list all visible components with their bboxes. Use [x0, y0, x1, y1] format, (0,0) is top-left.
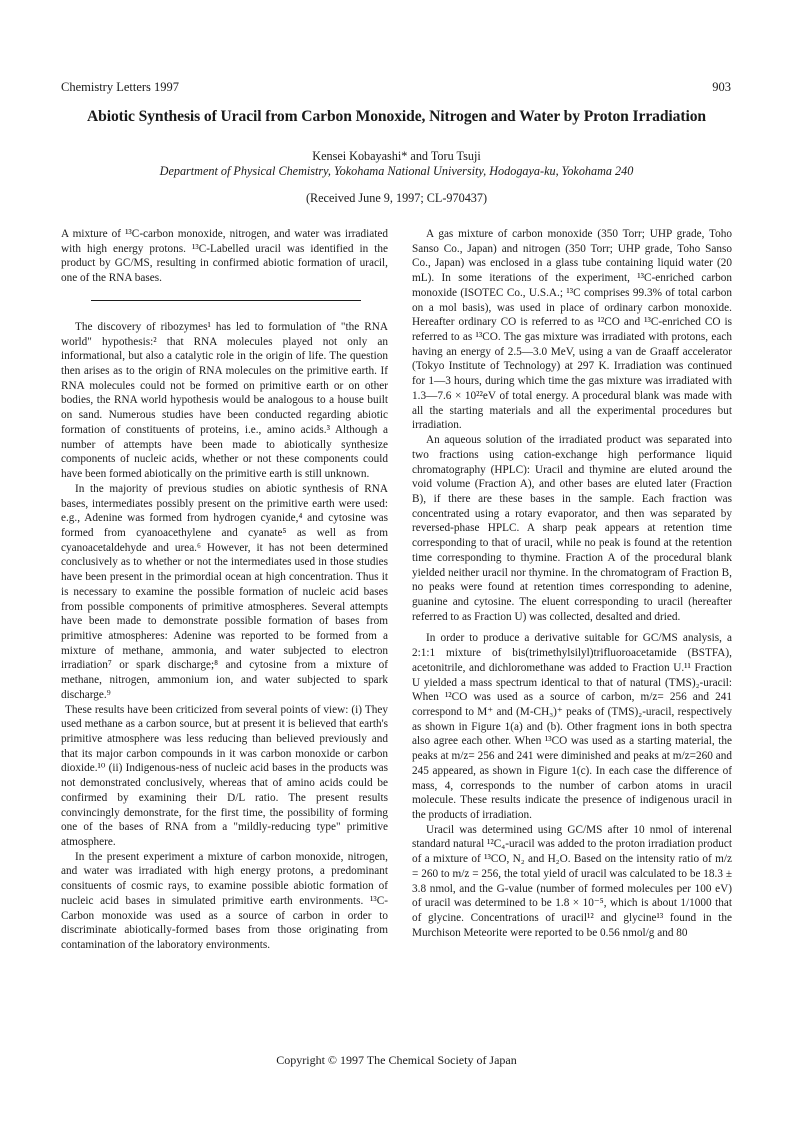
- author-list: Kensei Kobayashi* and Toru Tsuji: [312, 149, 481, 163]
- received-date: (Received June 9, 1997; CL-970437): [305, 191, 488, 205]
- copyright-footer: Copyright © 1997 The Chemical Society of Japan: [276, 1053, 517, 1067]
- journal-name: Chemistry Letters 1997: [61, 80, 180, 94]
- left-column: [61, 227, 388, 953]
- body-paragraph: In the majority of previous studies on abiotic synthesis of RNA bases, intermediates possibly present on the primitive earth were used: e.g., Adenine was formed from hydrogen cyanide,⁴ and cytosine was formed from cyanoacethylene and cyanate⁵ as well as from cyanoacetaldehyde and urea.⁶ However, it has not been determined conclusively as to whether or not the intermediates used in those studies have been present in the primordial ocean at high concentration. Thus it is necessary to examine the possible formation of nucleic acid bases from possible components of primitive atmospheres. Several attempts have been made to demonstrate possible formation of bases from primitive atmospheres: Adenine was reported to be formed from a mixture of methane, ammonia, and water subjected to electron irradiation⁷ or spark discharge;⁸ and cytosine from a mixture of methane, nitrogen, ammonium ion, and water subjected to spark discharge.⁹: [61, 482, 388, 701]
- abstract: A mixture of ¹³C-carbon monoxide, nitrogen, and water was irradiated with high energy protons. ¹³C-Labelled uracil was identified in the product by GC/MS, resulting in confirmed abiotic formation of uracil, one of the RNA bases.: [61, 228, 388, 285]
- body-paragraph: Uracil was determined using GC/MS after 10 nmol of interenal standard natural ¹²C₄-uracil was added to the proton irradiation product of a mixture of ¹³CO, N₂ and H₂O. Based on the intensity ratio of m/z = 260 to m/z = 256, the total yield of uracil was calculated to be 18.3 ± 3.8 nmol, and the G-value (number of formed molecules per 100 eV) of uracil was determined to be 1.8 × 10⁻⁵, which is about 1/1000 that of glycine. Concentrations of uracil¹² and glycine¹³ found in the Murchison Meteorite were reported to be 0.56 nmol/g and 80: [412, 823, 732, 939]
- body-paragraph: The discovery of ribozymes¹ has led to formulation of "the RNA world" hypothesis:² that RNA molecules played not only an informational, but also a catalytic role in the origin of life. The question then arises as to the origin of RNA molecules on the primitive earth. If RNA molecules could not be formed on primitive earth or on other bodies, the RNA world hypothesis would be analogous to a house built on sand. Numerous studies have been conducted regarding abiotic formation of constituents of proteins, i.e., amino acids.³ Although a number of attempts have been made to abiotically synthesize components of nucleic acids, whether or not these components could have been formed abiotically on the primitive earth is still unknown.: [61, 320, 388, 481]
- right-column: [412, 227, 732, 941]
- body-paragraph: An aqueous solution of the irradiated product was separated into two fractions using cation-exchange high performance liquid chromatography (HPLC): Uracil and thymine are eluted around the void volume (Fraction A), and other bases are eluted later (Fraction B), if there are these bases in the sample. Each fraction was concentrated using a rotary evaporator, and then was separated by reversed-phase HPLC. A sharp peak appears at retention time corresponding to that of uracil, while no peak is found at the retention time corresponding to thymine. Fraction A of the procedural blank yielded neither uracil nor thymine. In the chromatogram of Fraction B, no peaks were found at retention times corresponding to adenine, guanine and cytosine. The eluent corresponding to uracil (hereafter referred to as Fraction U) was collected, desalted and dried.: [412, 434, 732, 623]
- abstract-divider: [91, 300, 361, 301]
- affiliation: Department of Physical Chemistry, Yokohama National University, Hodogaya-ku, Yokohama 240: [159, 164, 634, 178]
- body-paragraph: In order to produce a derivative suitable for GC/MS analysis, a 2:1:1 mixture of bis(trimethylsilyl)trifluoroacetamide (BSTFA), acetonitrile, and dichloromethane was added to Fraction U.¹¹ Fraction U yielded a mass spectrum identical to that of natural (TMS)₂-uracil: When ¹²CO was used as a source of carbon, m/z= 256 and 241 correspond to M⁺ and (M-CH₃)⁺ peaks of (TMS)₂-uracil, respectively as shown in Figure 1(a) and (b). Other fragment ions in both spectra also agree each other. When ¹³CO was used as a starting material, the peaks at m/z= 256 and 241 were diminished and peaks at m/z=260 and 245 appeared, as shown in Figure 1(c). In each case the difference of mass, 4, corresponds to the number of carbon atoms in uracil molecule. These results indicate the presence of indigenous uracil in the products of irradiation.: [412, 632, 732, 822]
- body-paragraph: A gas mixture of carbon monoxide (350 Torr; UHP grade, Toho Sanso Co., Japan) and nitrogen (350 Torr; UHP grade, Toho Sanso Co., Japan) was enclosed in a glass tube containing liquid water (20 mL). In some iterations of the experiment, ¹³C-enriched carbon monoxide (ISOTEC Co., U.S.A.; ¹³C comprises 99.3% of total carbon on a mol basis), was used in place of ordinary carbon monoxide. Hereafter ordinary CO is referred to as ¹²CO and ¹³C-enriched CO is referred to as ¹³CO. The gas mixture was irradiated with protons, each having an energy of 2.5—3.0 MeV, using a van de Graaff accelerator (Tokyo Institute of Technology) at 297 K. Irradiation was continued for 1—3 hours, during which time the gas mixture was irradiated with 1.3—7.6 × 10²²eV of total energy. A procedural blank was made with all the starting materials and all the experimental procedures but irradiation.: [412, 228, 732, 432]
- body-paragraph: In the present experiment a mixture of carbon monoxide, nitrogen, and water was irradiated with high energy protons, a predominant consituents of cosmic rays, to examine possible abiotic formation of nucleic acid bases in simulated primitive earth environments. ¹³C-Carbon monoxide was used as a source of carbon in order to discriminate abiotically-formed bases from those originating from contamination of the laboratory environments.: [61, 850, 388, 952]
- body-paragraph: These results have been criticized from several points of view: (i) They used methane as a carbon source, but at present it is believed that earth's primitive atmosphere was less reducing than believed previously and that its major carbon compounds in it was carbon monoxide or carbon dioxide.¹⁰ (ii) Indigenous-ness of nucleic acid bases in the products was not demonstrated conclusively, whereas that of amino acids could be confirmed by examining their D/L ratio. The present results convincingly demonstrate, for the first time, the possibility of forming one of the bases of RNA from a "mildly-reducing type" primitive atmosphere.: [61, 703, 388, 849]
- article-title: Abiotic Synthesis of Uracil from Carbon Monoxide, Nitrogen and Water by Proton Irradiation: [87, 108, 706, 125]
- page-number: 903: [712, 80, 731, 94]
